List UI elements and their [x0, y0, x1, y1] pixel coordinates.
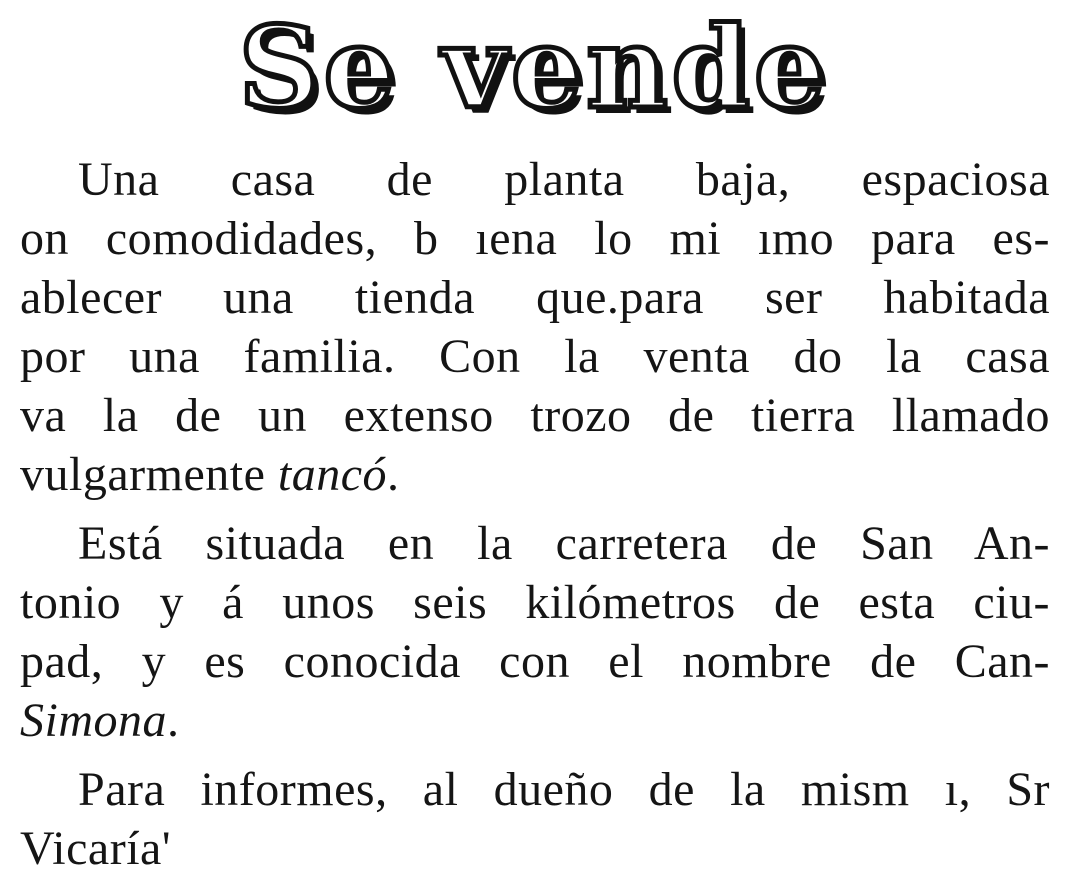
closing-plain-text: Vicaría' — [20, 822, 171, 875]
text-line: on comodidades, b ıena lo mi ımo para es- — [20, 212, 1050, 265]
text-line: pad, y es conocida con el nombre de Can- — [20, 635, 1050, 688]
paragraph-location — [20, 514, 1050, 750]
text-line-closing — [20, 819, 1050, 878]
closing-italic-text: tancó — [277, 448, 388, 501]
closing-punctuation: . — [167, 694, 180, 747]
text-line-closing — [20, 691, 1050, 750]
paragraph-house-description — [20, 150, 1050, 504]
ad-body — [20, 150, 1050, 878]
text-line: por una familia. Con la venta do la casa — [20, 330, 1050, 383]
text-line: va la de un extenso trozo de tierra llamado — [20, 389, 1050, 442]
paragraph-contact — [20, 760, 1050, 878]
text-line: ablecer una tienda que.para ser habitada — [20, 271, 1050, 324]
closing-plain-text: vulgarmente — [20, 448, 278, 501]
text-line: Está situada en la carretera de San An- — [78, 517, 1050, 570]
text-line: tonio y á unos seis kilómetros de esta ciu- — [20, 576, 1050, 629]
text-line: Una casa de planta baja, espaciosa — [78, 153, 1050, 206]
closing-italic-text: Simona — [20, 694, 167, 747]
closing-punctuation: . — [387, 448, 400, 501]
text-line: Para informes, al dueño de la mism ı, Sr — [78, 763, 1050, 816]
ad-headline: Se vende — [238, 3, 830, 134]
text-line-closing — [20, 445, 1050, 504]
